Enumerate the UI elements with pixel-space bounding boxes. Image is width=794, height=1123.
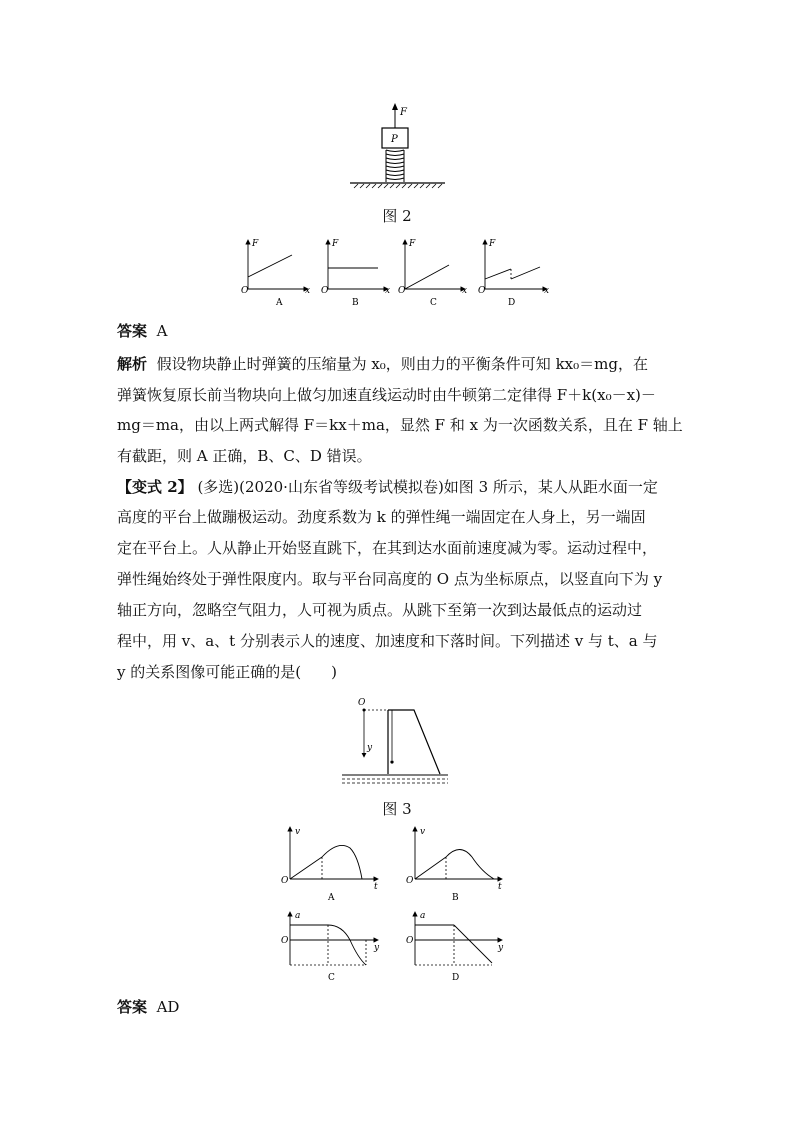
- graph-a: [241, 239, 310, 308]
- fig3-y-label: y: [367, 743, 373, 753]
- graph-d: [478, 239, 549, 308]
- variant-2-line-4: 弹性绳始终处于弹性限度内。取与平台同高度的 O 点为坐标原点，以竖直向下为 y: [117, 570, 663, 588]
- svg-text:O: O: [406, 936, 414, 946]
- svg-text:F: F: [409, 239, 416, 249]
- graph-c: [398, 239, 467, 308]
- svg-text:D: D: [508, 298, 516, 308]
- force-label: F: [400, 107, 407, 118]
- answer-1: [117, 321, 167, 341]
- graph-b: [321, 239, 390, 308]
- svg-text:t: t: [498, 882, 502, 892]
- figure-2-spring-diagram: [340, 100, 450, 190]
- analysis-line-4: 有截距，则 A 正确，B、C、D 错误。: [117, 447, 372, 465]
- option-graph-d: [406, 911, 504, 983]
- option-graph-a: [281, 827, 378, 903]
- svg-text:C: C: [430, 298, 437, 308]
- svg-text:O: O: [281, 936, 289, 946]
- svg-text:v: v: [420, 827, 426, 837]
- svg-text:D: D: [452, 973, 460, 983]
- figure-2-graphs: [235, 235, 565, 310]
- svg-text:y: y: [374, 943, 380, 953]
- svg-text:B: B: [452, 893, 459, 903]
- svg-text:C: C: [328, 973, 335, 983]
- figure-3-caption: 图 3: [382, 800, 412, 818]
- analysis-line-3: mg＝ma，由以上两式解得 F＝kx＋ma，显然 F 和 x 为一次函数关系，且在 F 轴上: [117, 416, 683, 434]
- analysis-line-2: 弹簧恢复原长前当物块向上做匀加速直线运动时由牛顿第二定律得 F＋k(x₀－x)－: [117, 386, 656, 404]
- answer-2-label: 答案: [117, 998, 148, 1016]
- variant-2-line-1: 【变式 2】 (多选)(2020·山东省等级考试模拟卷)如图 3 所示，某人从距水面一定: [117, 478, 658, 496]
- answer-1-value: A: [156, 322, 168, 340]
- svg-text:F: F: [332, 239, 339, 249]
- svg-text:x: x: [385, 286, 391, 296]
- svg-text:x: x: [544, 286, 550, 296]
- variant-2-line-2: 高度的平台上做蹦极运动。劲度系数为 k 的弹性绳一端固定在人身上，另一端固: [117, 508, 646, 526]
- svg-text:v: v: [295, 827, 301, 837]
- svg-text:O: O: [398, 286, 406, 296]
- svg-text:O: O: [281, 876, 289, 886]
- variant-2-line-5: 轴正方向，忽略空气阻力，人可视为质点。从跳下至第一次到达最低点的运动过: [117, 601, 643, 619]
- variant-2-line-3: 定在平台上。人从静止开始竖直跳下，在其到达水面前速度减为零。运动过程中，: [117, 539, 658, 557]
- fig3-origin-label: O: [358, 698, 366, 708]
- svg-text:B: B: [352, 298, 359, 308]
- svg-text:F: F: [489, 239, 496, 249]
- svg-text:t: t: [374, 882, 378, 892]
- svg-text:a: a: [420, 911, 426, 921]
- svg-text:a: a: [295, 911, 301, 921]
- option-graph-b: [406, 827, 502, 903]
- answer-1-label: 答案: [117, 322, 148, 340]
- svg-text:O: O: [478, 286, 486, 296]
- block-label: P: [391, 134, 398, 145]
- option-graph-c: [281, 911, 380, 983]
- svg-text:O: O: [321, 286, 329, 296]
- variant-2-line-7: y 的关系图像可能正确的是( ): [117, 663, 337, 681]
- svg-text:O: O: [406, 876, 414, 886]
- figure-2-caption: 图 2: [382, 207, 412, 225]
- answer-2: [117, 997, 179, 1017]
- svg-text:F: F: [252, 239, 259, 249]
- option-graphs: [270, 822, 530, 987]
- svg-text:y: y: [498, 943, 504, 953]
- svg-text:A: A: [276, 298, 283, 308]
- svg-text:O: O: [241, 286, 249, 296]
- figure-3-bungee-diagram: [340, 692, 460, 787]
- answer-2-value: AD: [156, 998, 180, 1016]
- variant-2-line-6: 程中，用 v、a、t 分别表示人的速度、加速度和下落时间。下列描述 v 与 t、a 与: [117, 632, 658, 650]
- svg-text:A: A: [328, 893, 335, 903]
- svg-text:x: x: [462, 286, 468, 296]
- analysis-label: 解析: [117, 355, 148, 373]
- variant-2-label: 【变式 2】: [117, 478, 193, 496]
- analysis-line-1: 解析 假设物块静止时弹簧的压缩量为 x₀，则由力的平衡条件可知 kx₀＝mg，在: [117, 355, 648, 373]
- svg-text:x: x: [305, 286, 311, 296]
